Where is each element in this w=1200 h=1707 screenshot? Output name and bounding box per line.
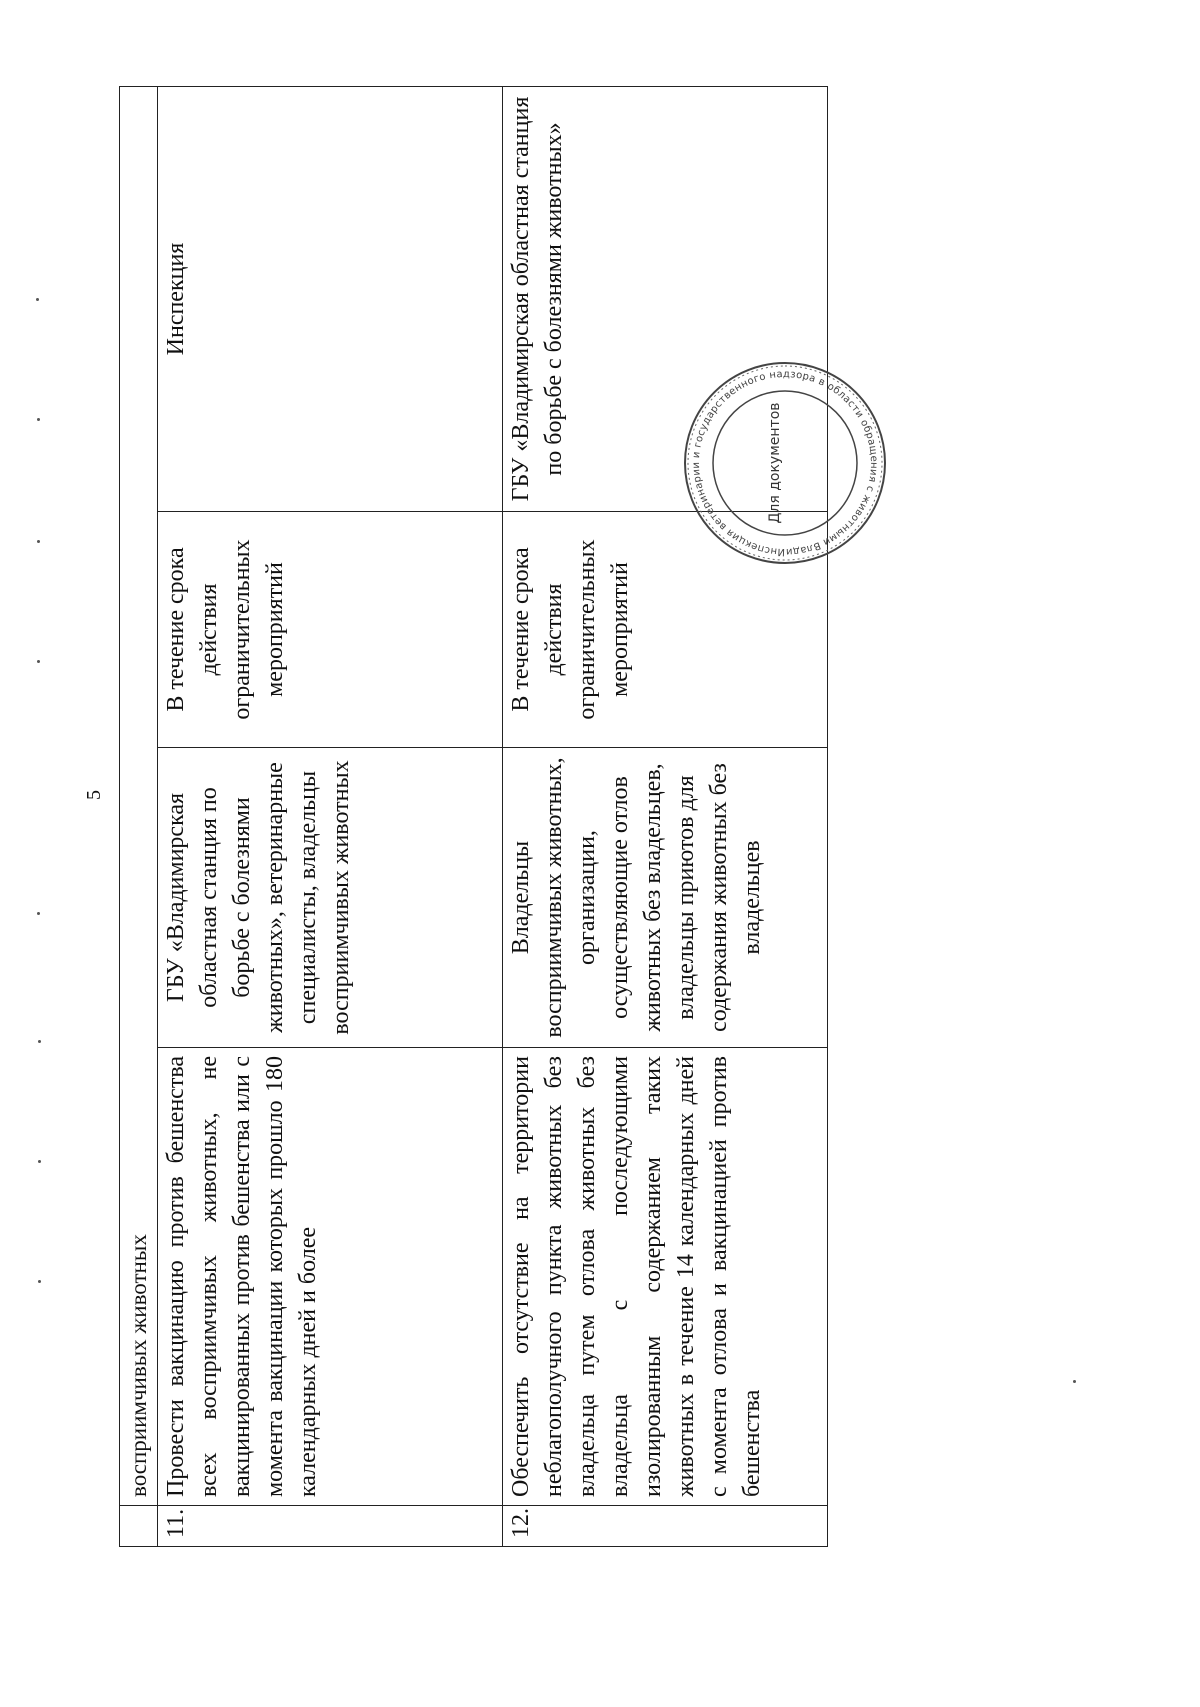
table-row [158,86,503,1546]
scan-speck [37,912,40,915]
measures-table-wrapper [119,87,814,1547]
scan-speck [37,418,40,421]
stamp-ring-text: Инспекция ветеринарии и государственного надзора в области обращения с животными Влади [690,368,880,558]
scan-speck [1073,1380,1076,1383]
deadline-cell: В течение срока действия ограничительных мероприятий [503,512,828,748]
measures-table [119,86,828,1547]
stamp-seal-icon [680,358,890,568]
scan-speck [38,1040,41,1043]
official-stamp [680,358,890,568]
control-cell: Инспекция [158,86,503,511]
stamp-center-text: Для документов [767,402,783,524]
deadline-cell: В течение срока действия ограничительных мероприятий [158,512,503,748]
section-header-row [120,86,158,1546]
page-number: 5 [83,790,105,800]
table-row [503,86,828,1546]
row-number: 12. [503,1506,828,1547]
header-number-cell [120,1506,158,1547]
responsible-cell: Владельцы восприимчивых животных, организации, осуществляющие отлов животных без владельцев, владельцы приютов для содержания животных без владельцев [503,748,828,1048]
scan-speck [38,1280,41,1283]
responsible-cell: ГБУ «Владимирская областная станция по борьбе с болезнями животных», ветеринарные специалисты, владельцы восприимчивых животных [158,748,503,1048]
scan-speck [36,298,39,301]
measure-cell: Обеспечить отсутствие на территории неблагополучного пункта животных без владельца путем отлова животных без владельца с последующими изолированным содержанием таких животных в течение 14 календарных дней с момента отлова и вакцинацией против бешенства [503,1048,828,1506]
row-number: 11. [158,1506,503,1547]
scan-speck [37,660,40,663]
section-header-cell: восприимчивых животных [120,86,158,1505]
control-cell: ГБУ «Владимирская областная станция по борьбе с болезнями животных» [503,86,828,511]
measure-cell: Провести вакцинацию против бешенства всех восприимчивых животных, не вакцинированных против бешенства или с момента вакцинации которых прошло 180 календарных дней и более [158,1048,503,1506]
scan-speck [38,1160,41,1163]
scan-speck [37,540,40,543]
